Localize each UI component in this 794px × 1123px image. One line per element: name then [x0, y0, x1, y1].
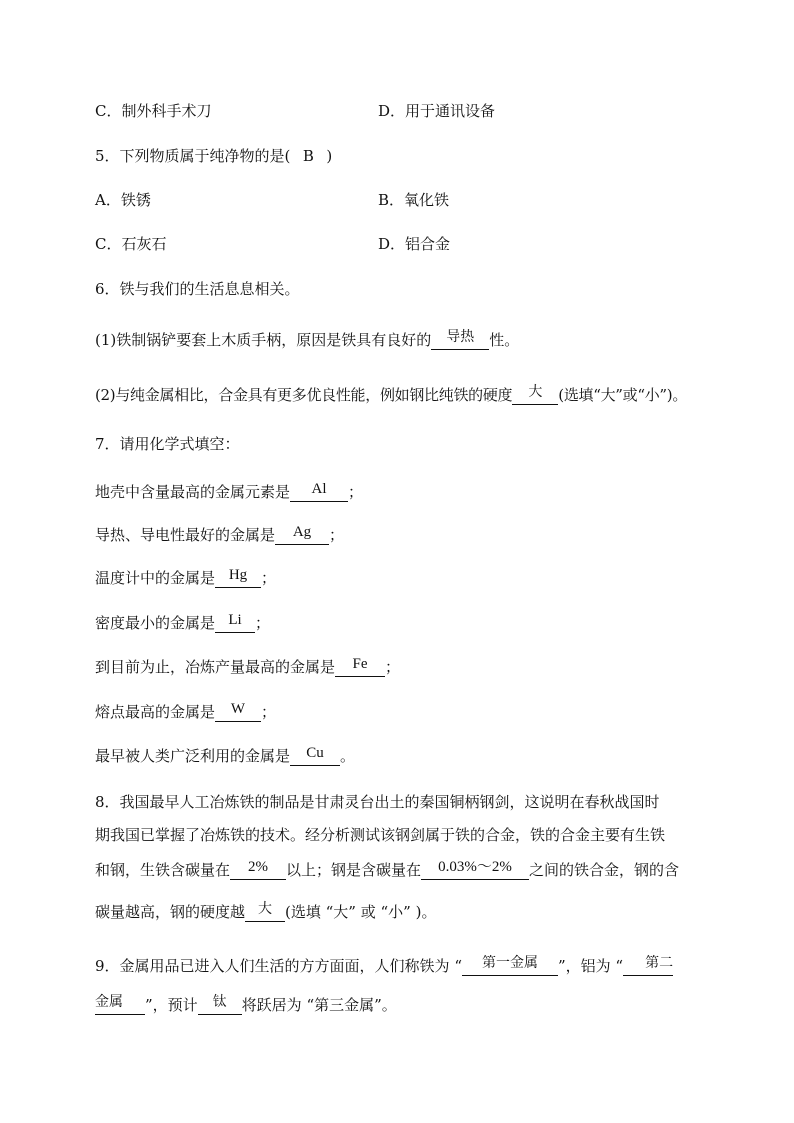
q7-item-answer-blank [215, 612, 255, 633]
q8-line4-text: 碳量越高，钢的硬度越 [95, 903, 246, 921]
q7-item [95, 568, 276, 588]
q7-item-text: 地壳中含量最高的金属元素是 [95, 483, 291, 501]
q7-item-punct: ； [255, 614, 271, 632]
q7-stem: 7．请用化学式填空： [95, 435, 240, 453]
q8-line4 [95, 902, 436, 922]
q9-line2-post: 将跃居为 “第三金属”。 [241, 996, 397, 1014]
q5-option-c: C．石灰石 [95, 235, 167, 253]
q4-options-cd [95, 101, 496, 121]
q6-part1-text: (1)铁制锅铲要套上木质手柄，原因是铁具有良好的 [95, 331, 432, 349]
q7-item-answer-blank [215, 701, 261, 722]
q4-option-c: C．制外科手术刀 [95, 102, 212, 120]
q6-part2 [95, 385, 687, 405]
q7-item [95, 613, 270, 633]
q6-part1 [95, 330, 519, 350]
q7-item [95, 525, 344, 545]
q7-item-answer: Fe [352, 656, 368, 672]
q7-item-punct: 。 [340, 747, 356, 765]
q9-line1-text: 9．金属用品已进入人们生活的方方面面，人们称铁为 “ [95, 957, 462, 975]
q7-item-answer-blank [335, 656, 385, 677]
q8-line3-mid: 以上；钢是含碳量在 [286, 861, 422, 879]
q8-line2: 期我国已掌握了冶炼铁的技术。经分析测试该钢剑属于铁的合金，铁的合金主要有生铁 [95, 826, 666, 844]
q9-answer2-part1: 第二 [645, 955, 674, 971]
q9-line1-mid: ”，铝为 “ [557, 957, 624, 975]
q7-item [95, 746, 355, 766]
q6-part1-suffix: 性。 [489, 331, 520, 349]
q6-part1-answer-blank [431, 329, 489, 350]
q7-item-punct: ； [329, 526, 345, 544]
q7-item-text: 导热、导电性最好的金属是 [95, 526, 276, 544]
q8-answer2: 0.03%～2% [438, 859, 512, 875]
q7-item-answer: Li [228, 612, 242, 628]
q7-item-answer-blank [290, 481, 348, 502]
q5-option-a: A．铁锈 [95, 191, 151, 209]
q7-item-answer: W [230, 701, 246, 717]
q5-options-ab [95, 190, 450, 210]
q7-item-text: 最早被人类广泛利用的金属是 [95, 747, 291, 765]
q5-stem-close: ) [326, 147, 333, 165]
q8-answer1-blank [230, 859, 286, 880]
q5-stem [95, 146, 332, 166]
q7-item-punct: ； [261, 569, 277, 587]
q9-line2 [95, 995, 397, 1015]
q6-stem: 6．铁与我们的生活息息相关。 [95, 280, 300, 298]
q9-answer2-blank-part2 [95, 994, 145, 1015]
q7-item-text: 密度最小的金属是 [95, 614, 216, 632]
q9-answer3: 钛 [212, 994, 227, 1010]
q5-answer: B [302, 147, 314, 165]
q7-item-answer: Ag [292, 524, 312, 540]
q9-answer3-blank [198, 994, 242, 1015]
q6-part2-answer-blank [512, 384, 558, 405]
q7-item-text: 熔点最高的金属是 [95, 703, 216, 721]
q8-answer3: 大 [258, 901, 273, 917]
q7-item-punct: ； [385, 658, 401, 676]
q8-line4-post: (选填 “大” 或 “小” )。 [285, 903, 437, 921]
q6-part1-answer: 导热 [446, 329, 475, 345]
q7-item [95, 482, 363, 502]
q8-answer3-blank [245, 901, 285, 922]
q9-answer1-blank [462, 955, 558, 976]
q9-answer2-part2: 金属 [95, 994, 123, 1010]
q6-part2-suffix: (选填“大”或“小”)。 [558, 386, 688, 404]
q8-line3-post: 之间的铁合金，钢的含 [529, 861, 680, 879]
q9-line2-mid: ”，预计 [145, 996, 198, 1014]
q9-answer2-blank-part1 [623, 955, 674, 976]
q6-part2-text: (2)与纯金属相比，合金具有更多优良性能，例如钢比纯铁的硬度 [95, 386, 513, 404]
q7-item-text: 温度计中的金属是 [95, 569, 216, 587]
q7-item-answer-blank [290, 745, 340, 766]
q4-option-d: D．用于通讯设备 [378, 102, 496, 120]
q7-item-answer: Cu [306, 745, 324, 761]
q5-option-b: B．氧化铁 [378, 191, 450, 209]
q7-item-text: 到目前为止，冶炼产量最高的金属是 [95, 658, 336, 676]
q7-item-answer-blank [215, 567, 261, 588]
q7-item-punct: ； [261, 703, 277, 721]
q5-option-d: D．铝合金 [378, 235, 451, 253]
q8-answer2-blank [421, 859, 529, 880]
q9-line1 [95, 956, 673, 976]
q7-item-answer-blank [275, 524, 329, 545]
q8-line3 [95, 860, 679, 880]
q7-item-punct: ； [348, 483, 364, 501]
q8-answer1: 2% [248, 859, 269, 875]
q7-item [95, 702, 276, 722]
q6-part2-answer: 大 [528, 384, 543, 400]
q8-line1: 8．我国最早人工冶炼铁的制品是甘肃灵台出土的秦国铜柄钢剑，这说明在春秋战国时 [95, 793, 660, 811]
q9-answer1: 第一金属 [481, 955, 538, 971]
q5-options-cd [95, 234, 451, 254]
q5-stem-text: 5．下列物质属于纯净物的是( [95, 147, 291, 165]
q7-item-answer: Al [311, 481, 327, 497]
q7-item [95, 657, 400, 677]
q7-item-answer: Hg [228, 567, 248, 583]
q8-line3-text: 和钢，生铁含碳量在 [95, 861, 231, 879]
